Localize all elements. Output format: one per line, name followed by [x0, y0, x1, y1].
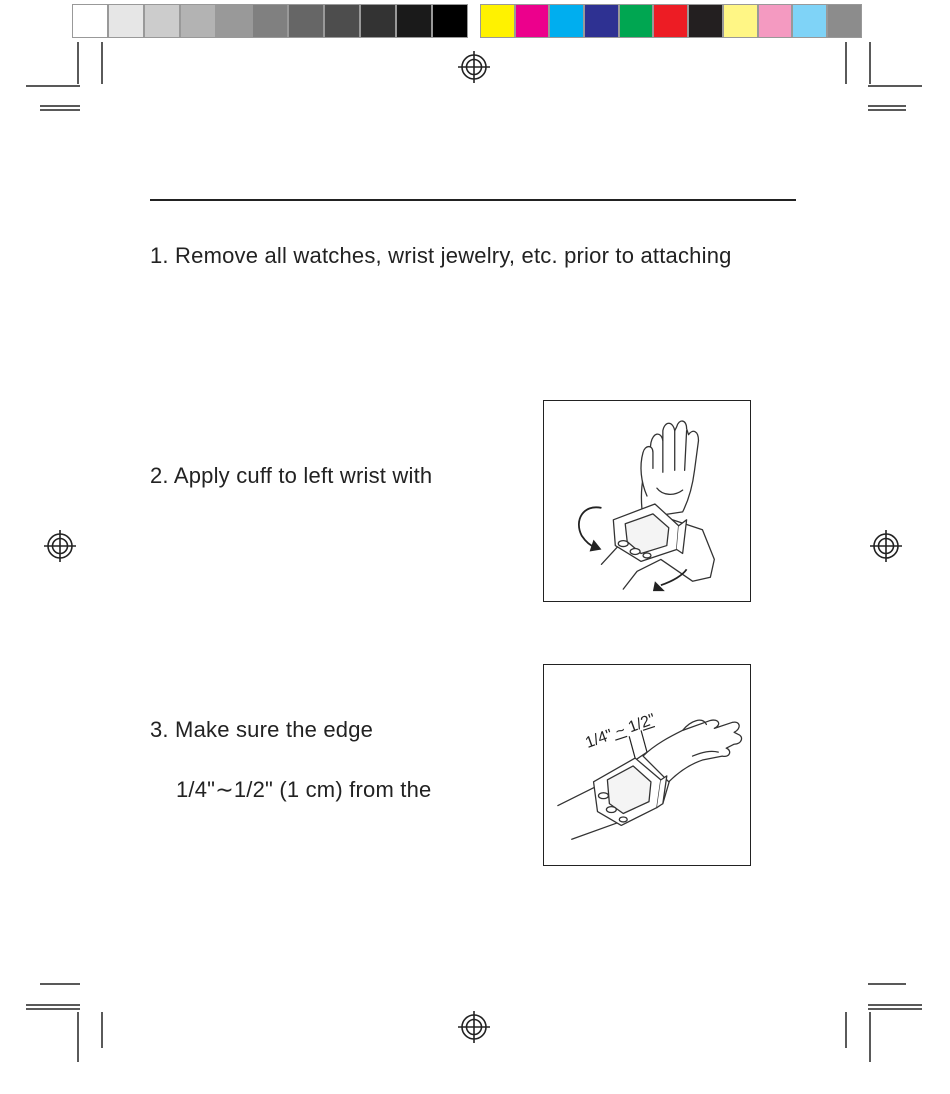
step-1-text: 1. Remove all watches, wrist jewelry, etc. prior to attaching [150, 243, 732, 268]
wrist-cuff-wrap-figure [543, 400, 751, 602]
wrist-cuff-wrap-illustration [544, 401, 750, 601]
wrist-cuff-position-illustration [544, 665, 750, 865]
registration-target-icon [458, 51, 490, 83]
registration-target-icon [870, 530, 902, 562]
step-2-text: 2. Apply cuff to left wrist with [150, 463, 433, 488]
step-3-text: 3. Make sure the edge [150, 717, 374, 742]
step-3-text-continued: 1/4"∼1/2" (1 cm) from the [176, 777, 432, 802]
wrist-cuff-position-figure [543, 664, 751, 866]
registration-target-icon [44, 530, 76, 562]
dimension-label: 1/4" ~ 1/2" [583, 710, 658, 752]
header-rule [150, 199, 796, 201]
registration-target-icon [458, 1011, 490, 1043]
